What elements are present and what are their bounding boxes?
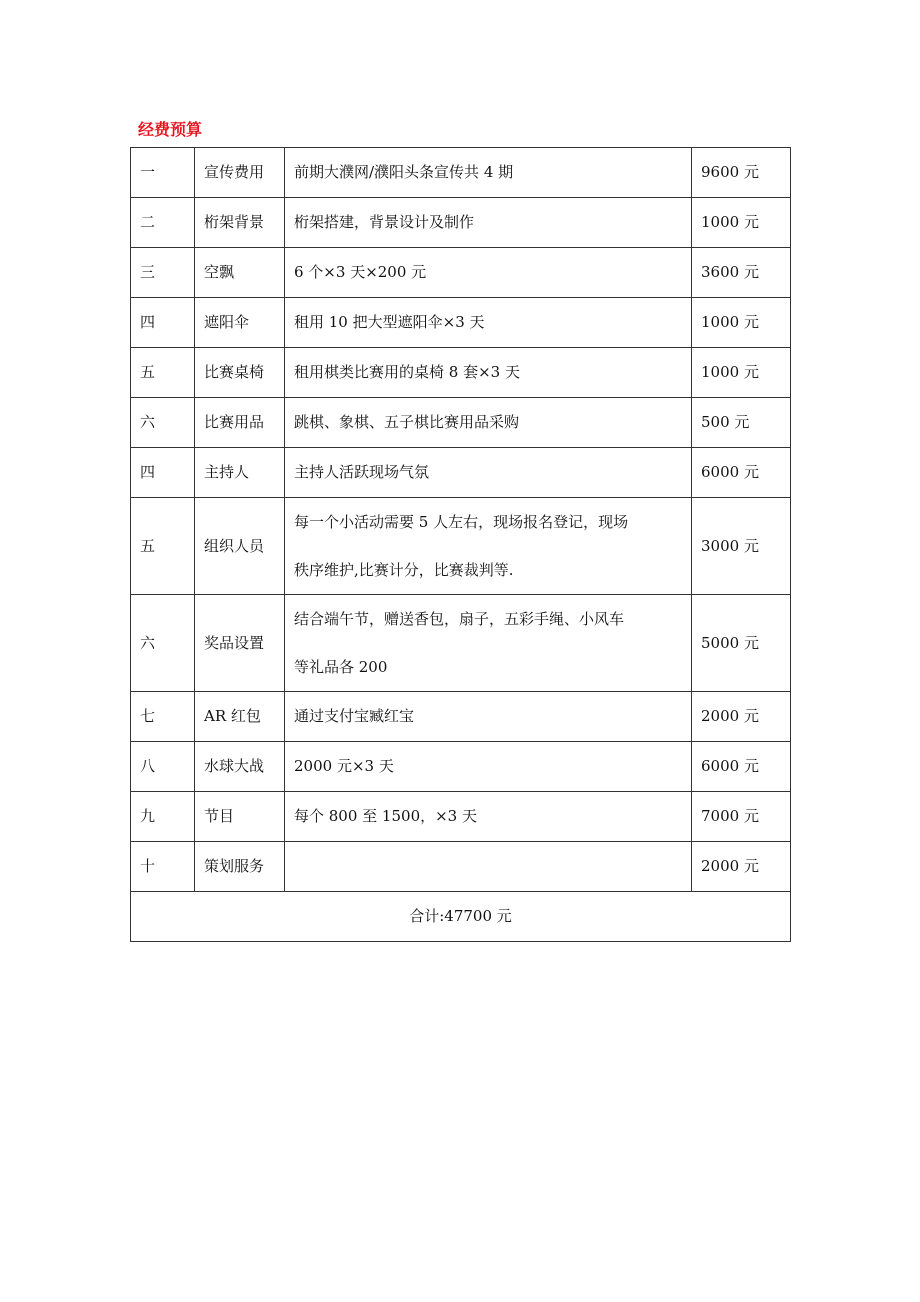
item-detail-line: 秩序维护,比赛计分，比赛裁判等. bbox=[294, 561, 514, 579]
item-amount: 9600 元 bbox=[692, 148, 791, 198]
table-row bbox=[131, 498, 791, 595]
table-row bbox=[131, 595, 791, 692]
table-row bbox=[131, 298, 791, 348]
row-number: 三 bbox=[131, 248, 195, 298]
total-row bbox=[131, 892, 791, 942]
row-number: 十 bbox=[131, 842, 195, 892]
item-amount: 1000 元 bbox=[692, 198, 791, 248]
item-detail bbox=[285, 842, 692, 892]
item-name: 节目 bbox=[195, 792, 285, 842]
item-name: 组织人员 bbox=[195, 498, 285, 595]
item-amount: 500 元 bbox=[692, 398, 791, 448]
item-name: 奖品设置 bbox=[195, 595, 285, 692]
item-amount: 3600 元 bbox=[692, 248, 791, 298]
table-row bbox=[131, 792, 791, 842]
budget-table bbox=[130, 147, 791, 942]
item-amount: 5000 元 bbox=[692, 595, 791, 692]
item-name: 比赛用品 bbox=[195, 398, 285, 448]
item-detail-line: 等礼品各 200 bbox=[294, 658, 388, 676]
item-detail: 通过支付宝臧红宝 bbox=[285, 692, 692, 742]
item-amount: 2000 元 bbox=[692, 842, 791, 892]
table-row bbox=[131, 398, 791, 448]
table-row bbox=[131, 198, 791, 248]
item-amount: 1000 元 bbox=[692, 298, 791, 348]
row-number: 四 bbox=[131, 448, 195, 498]
item-detail: 前期大濮网/濮阳头条宣传共 4 期 bbox=[285, 148, 692, 198]
table-row bbox=[131, 148, 791, 198]
item-detail: 2000 元×3 天 bbox=[285, 742, 692, 792]
row-number: 五 bbox=[131, 498, 195, 595]
row-number: 六 bbox=[131, 398, 195, 448]
item-detail: 6 个×3 天×200 元 bbox=[285, 248, 692, 298]
item-name: 遮阳伞 bbox=[195, 298, 285, 348]
total-amount: 合计:47700 元 bbox=[131, 892, 791, 942]
item-name: 主持人 bbox=[195, 448, 285, 498]
item-name: 水球大战 bbox=[195, 742, 285, 792]
row-number: 二 bbox=[131, 198, 195, 248]
item-name: 宣传费用 bbox=[195, 148, 285, 198]
row-number: 八 bbox=[131, 742, 195, 792]
row-number: 五 bbox=[131, 348, 195, 398]
table-row bbox=[131, 348, 791, 398]
table-row bbox=[131, 248, 791, 298]
row-number: 一 bbox=[131, 148, 195, 198]
item-detail bbox=[285, 595, 692, 692]
item-name: 比赛桌椅 bbox=[195, 348, 285, 398]
item-amount: 3000 元 bbox=[692, 498, 791, 595]
row-number: 七 bbox=[131, 692, 195, 742]
item-detail: 每个 800 至 1500，×3 天 bbox=[285, 792, 692, 842]
row-number: 六 bbox=[131, 595, 195, 692]
item-amount: 1000 元 bbox=[692, 348, 791, 398]
item-detail: 跳棋、象棋、五子棋比赛用品采购 bbox=[285, 398, 692, 448]
item-detail: 租用棋类比赛用的桌椅 8 套×3 天 bbox=[285, 348, 692, 398]
table-row bbox=[131, 742, 791, 792]
item-detail: 租用 10 把大型遮阳伞×3 天 bbox=[285, 298, 692, 348]
row-number: 四 bbox=[131, 298, 195, 348]
item-detail-line: 结合端午节，赠送香包，扇子，五彩手绳、小风车 bbox=[294, 610, 625, 628]
row-number: 九 bbox=[131, 792, 195, 842]
item-detail: 桁架搭建，背景设计及制作 bbox=[285, 198, 692, 248]
item-amount: 7000 元 bbox=[692, 792, 791, 842]
item-detail: 主持人活跃现场气氛 bbox=[285, 448, 692, 498]
item-name: 空飘 bbox=[195, 248, 285, 298]
item-amount: 6000 元 bbox=[692, 742, 791, 792]
item-name: AR 红包 bbox=[195, 692, 285, 742]
table-row bbox=[131, 842, 791, 892]
item-amount: 6000 元 bbox=[692, 448, 791, 498]
item-amount: 2000 元 bbox=[692, 692, 791, 742]
item-detail bbox=[285, 498, 692, 595]
item-name: 桁架背景 bbox=[195, 198, 285, 248]
table-row bbox=[131, 448, 791, 498]
section-title: 经费预算 bbox=[138, 120, 203, 139]
item-detail-line: 每一个小活动需要 5 人左右，现场报名登记，现场 bbox=[294, 513, 629, 531]
table-row bbox=[131, 692, 791, 742]
item-name: 策划服务 bbox=[195, 842, 285, 892]
